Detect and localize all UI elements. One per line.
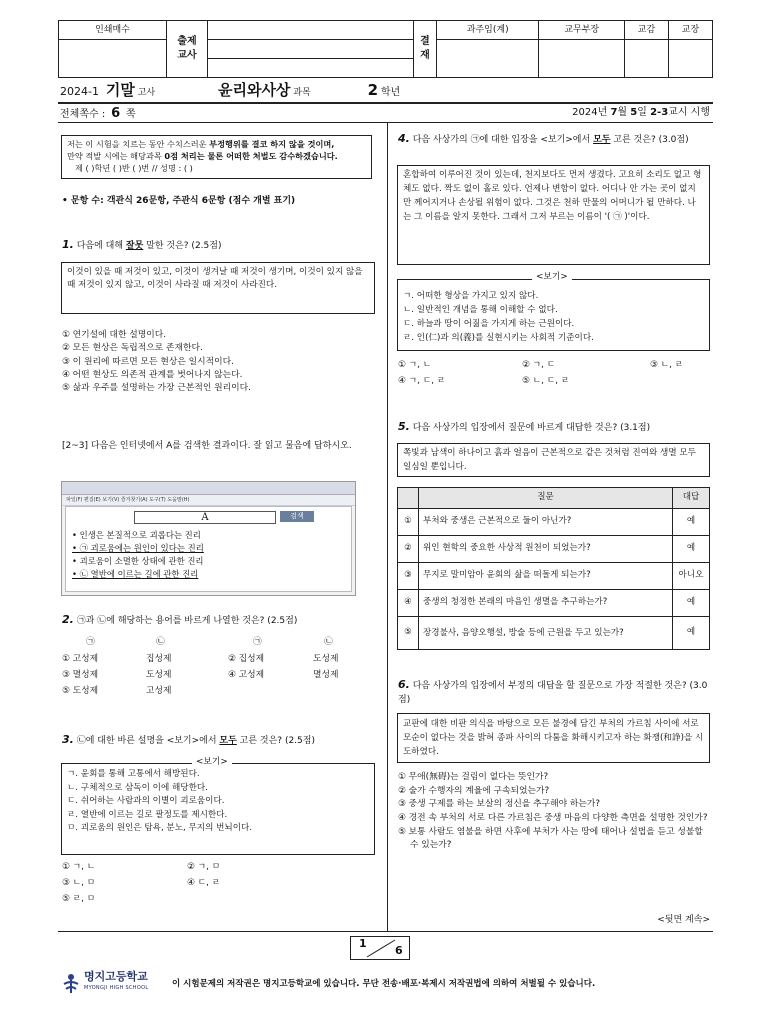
table-row[interactable]: ① 부처와 중생은 근본적으로 둘이 아닌가? 예: [398, 509, 710, 536]
q4-option-4[interactable]: ④ ㄱ, ㄷ, ㄹ: [398, 376, 446, 386]
grade-suffix: 학년: [380, 87, 401, 98]
search-button[interactable]: 검색: [280, 511, 314, 522]
q1-option-3[interactable]: ③ 이 원리에 따르면 모든 현상은 일시적이다.: [62, 356, 234, 367]
q4-option-3[interactable]: ③ ㄴ, ㄹ: [650, 360, 684, 370]
bogi-item: ㄹ. 인(仁)과 의(義)를 실현시키는 사회적 기준이다.: [403, 332, 594, 343]
result-item[interactable]: • ㉠ 괴로움에는 원인이 있다는 진리: [72, 543, 204, 554]
q2-option-5[interactable]: ⑤ 도성제 고성제: [62, 686, 172, 696]
header-table: [58, 20, 713, 78]
q4-bogi-box: [397, 279, 710, 351]
bogi-item: ㄱ. 윤회를 통해 고통에서 해방된다.: [67, 769, 200, 779]
date-year: 2024년: [572, 107, 608, 118]
bogi-item: ㄴ. 구체적으로 삼독이 이에 해당한다.: [67, 782, 208, 793]
approver-3: 교감: [625, 21, 669, 40]
exam-suffix: 고사: [137, 88, 156, 98]
author-cell-1: [208, 21, 414, 40]
table-row[interactable]: ③ 무지로 말미암아 윤회의 삶을 떠돌게 되는가? 아니오: [398, 563, 710, 590]
q6-option-2[interactable]: ② 술가 수행자의 계율에 구속되었는가?: [398, 785, 550, 796]
q6-stem: 6. 다음 사상가의 입장에서 부정의 대답을 할 질문으로 가장 적절한 것은? (3.0점): [398, 678, 708, 705]
sign-4: [668, 40, 712, 78]
browser-titlebar: [62, 482, 355, 495]
author-cell-2: [208, 40, 414, 59]
q6-option-3[interactable]: ③ 중생 구제를 하는 보살의 정신을 추구해야 하는가?: [398, 799, 601, 810]
q6-option-5[interactable]: ⑤ 보통 사람도 염불을 하면 사후에 부처가 사는 땅에 태어나 설법을 듣고 성불할 수 있는가?: [398, 826, 703, 851]
q1-option-1[interactable]: ① 연기설에 대한 설명이다.: [62, 330, 167, 340]
q3-bogi-box: [61, 763, 375, 855]
q3-bogi-title: <보기>: [192, 757, 232, 769]
page-total: 6: [395, 944, 403, 957]
table-row[interactable]: ④ 중생의 청정한 본래의 마음인 생멸을 추구하는가? 예: [398, 590, 710, 617]
q2-option-3[interactable]: ③ 멸성제 도성제: [62, 670, 172, 680]
approver-2: 교무부장: [539, 21, 625, 40]
page-number-box: [350, 936, 410, 960]
q5-stem: 5. 다음 사상가의 입장에서 질문에 바르게 대답한 것은? (3.1점): [398, 420, 651, 433]
sign-1: [437, 40, 539, 78]
bogi-item: ㄱ. 어떠한 형상을 가지고 있지 않다.: [403, 291, 539, 301]
q2-col-b-head-1: ㉡: [156, 637, 165, 647]
q1-options: [62, 329, 251, 396]
date-divider: [58, 122, 713, 123]
sign-2: [539, 40, 625, 78]
column-divider: [387, 123, 388, 931]
q5-table: [397, 487, 710, 650]
pledge-id-line: 제 ( )학년 ( )반 ( )번 // 성명 : ( ): [75, 162, 193, 173]
q1-option-5[interactable]: ⑤ 삶과 우주를 설명하는 가장 근본적인 원리이다.: [62, 383, 251, 394]
school-name-en: MYONGJI HIGH SCHOOL: [84, 985, 149, 991]
q2-stem: 2. ㉠과 ㉡에 해당하는 용어를 바르게 나열한 것은? (2.5점): [62, 613, 298, 626]
q3-option-1[interactable]: ① ㄱ, ㄴ: [62, 862, 96, 872]
school-logo: [60, 970, 170, 996]
school-name: 명지고등학교: [84, 970, 148, 983]
q3-option-5[interactable]: ⑤ ㄹ, ㅁ: [62, 894, 96, 904]
title-divider: [58, 102, 713, 104]
q2-col-a-head-2: ㉠: [253, 637, 262, 647]
search-input[interactable]: A: [134, 511, 276, 524]
q2-col-a-head-1: ㉠: [86, 637, 95, 647]
approver-4: 교장: [668, 21, 712, 40]
q3-option-2[interactable]: ② ㄱ, ㅁ: [187, 862, 221, 872]
approval-label: 결 재: [414, 21, 437, 78]
bogi-item: ㄹ. 열반에 이르는 길로 팔정도를 제시한다.: [67, 809, 228, 820]
honor-pledge-box: 저는 이 시험을 치르는 동안 수치스러운 부정행위를 결코 하지 않을 것이며, 만약 적발 시에는 해당과목 0점 처리는 물론 어떠한 처벌도 감수하겠습니다. 제 ( )학년 ( )반 ( )번 // 성명 : ( ): [61, 135, 372, 179]
bogi-item: ㄴ. 일반적인 개념을 통해 이해할 수 없다.: [403, 304, 558, 315]
q2-option-1[interactable]: ① 고성제 집성제: [62, 654, 172, 664]
bottom-divider: [58, 931, 713, 932]
result-item[interactable]: • 괴로움이 소멸한 상태에 관한 진리: [72, 556, 204, 567]
q4-passage: 혼합하여 이루어진 것이 있는데, 천지보다도 먼저 생겼다. 고요히 소리도 없고 형체도 없다. 짝도 없이 홀로 있다. 언제나 변함이 없다. 어디나 안 가는 곳이 없지만 께어지거나 손상될 위험이 없다. 그것은 천하 만물의 어머니가 될 만하다. 나는 그 이름을 알지 못한다. 그래서 그저 부르는 이름이 '( ㉠ )'이다.: [397, 165, 710, 265]
search-results: [72, 529, 204, 581]
date-month: 7: [610, 107, 618, 118]
q4-stem: 4. 다음 사상가의 ㉠에 대한 입장을 <보기>에서 모두 고른 것은? (3.0점): [398, 132, 689, 145]
set-2-3-intro: [2~3] 다음은 인터넷에서 A를 검색한 결과이다. 잘 읽고 물음에 답하시오.: [62, 441, 352, 451]
continue-notice: <뒷면 계속>: [657, 915, 710, 925]
pages-row: [60, 105, 136, 123]
subject: 윤리와사상: [217, 81, 291, 99]
q6-option-4[interactable]: ④ 경전 속 부처의 서로 다른 가르침은 중생 마음의 다양한 측면을 설명한 것인가?: [398, 812, 708, 823]
pages-count: 6: [111, 106, 121, 121]
table-row[interactable]: ⑤ 장경불사, 음양오행설, 방술 등에 근원을 두고 있는가? 예: [398, 617, 710, 650]
result-item[interactable]: • ㉡ 열반에 이르는 길에 관한 진리: [72, 569, 199, 580]
exam-type: 기말: [105, 81, 135, 99]
result-item[interactable]: • 인생은 본질적으로 괴롭다는 진리: [72, 530, 201, 540]
date-row: 2024년 7월 5일 2-3교시 시행: [572, 107, 710, 118]
q6-options: [398, 771, 710, 853]
exam-title-row: [60, 80, 710, 102]
bogi-item: ㄷ. 쉬어하는 사람과의 이별이 괴로움이다.: [67, 796, 225, 807]
q4-option-5[interactable]: ⑤ ㄴ, ㄷ, ㄹ: [522, 376, 570, 386]
q2-col-b-head-2: ㉡: [324, 637, 333, 647]
subject-suffix: 과목: [293, 88, 311, 98]
q1-option-2[interactable]: ② 모든 현상은 독립적으로 존재한다.: [62, 343, 203, 354]
q3-option-3[interactable]: ③ ㄴ, ㅁ: [62, 878, 96, 888]
approver-1: 과주임(계): [437, 21, 539, 40]
q5-head-answer: 대답: [673, 488, 710, 509]
q3-stem: 3. ㉡에 대한 바른 설명을 <보기>에서 모두 고른 것은? (2.5점): [62, 733, 315, 746]
q1-stem: 1. 다음에 대해 잘못 말한 것은? (2.5점): [62, 238, 222, 251]
table-row[interactable]: ② 위인 현학의 중요한 사상적 원천이 되었는가? 예: [398, 536, 710, 563]
grade: 2: [367, 81, 378, 99]
q2-option-4[interactable]: ④ 고성제 멸성제: [228, 670, 339, 680]
browser-content: [65, 506, 352, 592]
q5-passage: 쪽빛과 남색이 하나이고 흙과 얼음이 근본적으로 같은 것처럼 진여와 생멸 모두 일심일 뿐입니다.: [397, 443, 710, 477]
browser-menubar: 파일(F) 편집(E) 보기(V) 즐겨찾기(A) 도구(T) 도움말(H): [62, 495, 355, 506]
question-count-notice: • 문항 수: 객관식 26문항, 주관식 6문항 (점수 개별 표기): [62, 196, 296, 206]
q3-option-4[interactable]: ④ ㄷ, ㄹ: [187, 878, 221, 888]
year-term: 2024-1: [60, 85, 99, 98]
pages-suffix: 쪽: [126, 109, 136, 120]
sign-3: [625, 40, 669, 78]
print-count-value: [59, 40, 167, 78]
date-period: 2-3: [650, 107, 669, 118]
q4-option-2[interactable]: ② ㄱ, ㄷ: [522, 360, 556, 370]
school-emblem-icon: [60, 971, 82, 995]
q4-bogi-title: <보기>: [532, 272, 572, 284]
q6-passage: 교판에 대한 비판 의식을 바탕으로 모든 불경에 담긴 부처의 가르침 사이에 서로 모순이 없다는 것을 밝혀 종파 사이의 다툼을 화해시키고자 하는 화쟁(和諍)을 시도하였다.: [397, 713, 710, 763]
q2-option-2[interactable]: ② 집성제 도성제: [228, 654, 339, 664]
author-cell-3: [208, 59, 414, 78]
q4-option-1[interactable]: ① ㄱ, ㄴ: [398, 360, 432, 370]
bogi-item: ㅁ. 괴로움의 원인은 탐욕, 분노, 무지의 번뇌이다.: [67, 823, 253, 834]
bogi-item: ㄷ. 하늘과 땅이 어짊을 가지게 하는 근원이다.: [403, 318, 575, 329]
page-current: 1: [359, 937, 367, 950]
browser-screenshot: [61, 481, 356, 596]
date-day: 5: [630, 107, 638, 118]
copyright-notice: 이 시험문제의 저작권은 명지고등학교에 있습니다. 무단 전송·배포·복제시 저작권법에 의하여 처벌될 수 있습니다.: [172, 979, 596, 989]
q6-option-1[interactable]: ① 무애(無碍)는 걸림이 없다는 뜻인가?: [398, 772, 549, 782]
q1-passage: 이것이 있을 때 저것이 있고, 이것이 생겨날 때 저것이 생기며, 이것이 있지 않을 때 저것이 있지 않고, 이것이 사라질 때 저것이 사라진다.: [61, 262, 375, 314]
author-label: 출제 교사: [167, 21, 208, 78]
print-count-label: 인쇄매수: [59, 21, 167, 40]
pages-label: 전체쪽수 :: [60, 109, 106, 120]
q5-head-question: 질문: [419, 488, 673, 509]
q1-option-4[interactable]: ④ 어떤 현상도 의존적 관계를 벗어나지 않는다.: [62, 370, 243, 381]
